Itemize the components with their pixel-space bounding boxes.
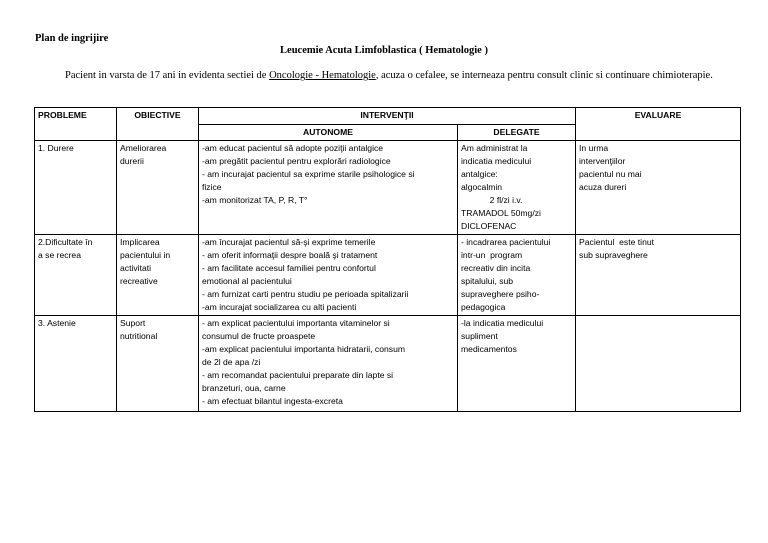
cell-text-line: supliment: [461, 331, 498, 341]
cell-text-line: - incadrarea pacientului: [461, 237, 551, 247]
cell-text-line: Implicarea: [120, 237, 160, 247]
objective-cell: [117, 316, 199, 412]
header-autonome: AUTONOME: [199, 125, 458, 141]
cell-text-line: 2 fl/zi i.v.: [461, 195, 523, 205]
cell-text-line: 3. Astenie: [38, 318, 76, 328]
cell-text-line: Pacientul este tinut: [579, 237, 655, 247]
cell-text-line: TRAMADOL 50mg/zi: [461, 208, 541, 218]
cell-text-line: nutritional: [120, 331, 158, 341]
cell-text-line: sub supraveghere: [579, 250, 648, 260]
autonomous-interventions-cell: [199, 316, 458, 412]
delegated-interventions-cell: [458, 316, 576, 412]
autonomous-interventions-cell: [199, 235, 458, 316]
cell-text-line: Am administrat la: [461, 143, 528, 153]
header-probleme: PROBLEME: [35, 108, 117, 141]
cell-text-line: -am incurajat socializarea cu alti pacienti: [202, 302, 357, 312]
care-plan-table: [34, 107, 741, 412]
cell-text-line: -am încurajat pacientul să-şi exprime temerile: [202, 237, 376, 247]
cell-text-line: intr-un program: [461, 250, 523, 260]
cell-text-line: - am oferit informaţii despre boală şi tratament: [202, 250, 378, 260]
evaluation-cell: [576, 316, 741, 412]
autonomous-interventions-cell: [199, 141, 458, 235]
cell-text-line: supraveghere psiho-: [461, 289, 540, 299]
cell-text-line: 1. Durere: [38, 143, 74, 153]
cell-text-line: - am efectuat bilantul ingesta-excreta: [202, 396, 343, 406]
cell-text-line: indicatia medicului: [461, 156, 532, 166]
cell-text-line: -am explicat pacientului importanta hidratarii, consum: [202, 344, 406, 354]
cell-text-line: spitalului, sub: [461, 276, 514, 286]
table-row: [35, 141, 741, 235]
problem-cell: [35, 316, 117, 412]
cell-text-line: medicamentos: [461, 344, 517, 354]
cell-text-line: antalgice:: [461, 169, 498, 179]
objective-cell: [117, 235, 199, 316]
delegated-interventions-cell: [458, 235, 576, 316]
header-interventii: INTERVENŢII: [199, 108, 576, 125]
header-delegate: DELEGATE: [458, 125, 576, 141]
delegated-interventions-cell: [458, 141, 576, 235]
cell-text-line: acuza dureri: [579, 182, 627, 192]
table-row: [35, 316, 741, 412]
care-plan-body: [35, 141, 741, 412]
cell-text-line: fizice: [202, 182, 222, 192]
evaluation-cell: [576, 235, 741, 316]
cell-text-line: emotional al pacientului: [202, 276, 292, 286]
cell-text-line: In urma: [579, 143, 609, 153]
intro-paragraph: [65, 70, 713, 81]
evaluation-cell: [576, 141, 741, 235]
cell-text-line: -am monitorizat TA, P, R, T°: [202, 195, 308, 205]
department-link-text: Oncologie - Hematologie: [269, 70, 376, 81]
cell-text-line: pedagogica: [461, 302, 506, 312]
table-row: [35, 235, 741, 316]
cell-text-line: consumul de fructe proaspete: [202, 331, 316, 341]
document-title: Leucemie Acuta Limfoblastica ( Hematologie ): [280, 45, 488, 56]
intro-text-after: , acuza o cefalee, se interneaza pentru consult clinic si continuare chimioterapie.: [375, 70, 713, 81]
document-heading: Plan de ingrijire: [35, 33, 109, 44]
cell-text-line: DICLOFENAC: [461, 221, 517, 231]
problem-cell: [35, 235, 117, 316]
cell-text-line: intervenţiilor: [579, 156, 626, 166]
header-evaluare: EVALUARE: [576, 108, 741, 141]
cell-text-line: de 2l de apa /zi: [202, 357, 261, 367]
cell-text-line: - am facilitate accesul familiei pentru confortul: [202, 263, 376, 273]
cell-text-line: - am incurajat pacientul sa exprime starile psihologice si: [202, 169, 415, 179]
cell-text-line: pacientul nu mai: [579, 169, 642, 179]
cell-text-line: pacientului in: [120, 250, 171, 260]
cell-text-line: Ameliorarea: [120, 143, 167, 153]
cell-text-line: branzeturi, oua, carne: [202, 383, 286, 393]
cell-text-line: - am explicat pacientului importanta vitaminelor si: [202, 318, 390, 328]
cell-text-line: -la indicatia medicului: [461, 318, 544, 328]
cell-text-line: a se recrea: [38, 250, 81, 260]
cell-text-line: durerii: [120, 156, 144, 166]
objective-cell: [117, 141, 199, 235]
cell-text-line: algocalmin: [461, 182, 503, 192]
cell-text-line: - am recomandat pacientului preparate din lapte si: [202, 370, 394, 380]
cell-text-line: recreativ din incita: [461, 263, 531, 273]
cell-text-line: -am educat pacientul să adopte poziţii antalgice: [202, 143, 384, 153]
cell-text-line: - am furnizat carti pentru studiu pe perioada spitalizarii: [202, 289, 409, 299]
intro-text-before: Pacient in varsta de 17 ani in evidenta sectiei de: [65, 70, 270, 81]
problem-cell: [35, 141, 117, 235]
cell-text-line: -am pregătit pacientul pentru explorări radiologice: [202, 156, 391, 166]
cell-text-line: 2.Dificultate în: [38, 237, 93, 247]
header-obiective: OBIECTIVE: [117, 108, 199, 141]
cell-text-line: recreative: [120, 276, 158, 286]
cell-text-line: Suport: [120, 318, 146, 328]
cell-text-line: activitati: [120, 263, 152, 273]
